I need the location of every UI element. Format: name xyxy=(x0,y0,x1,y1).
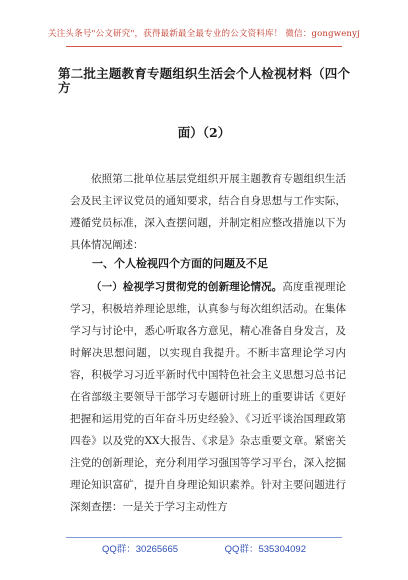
footer-qq-group-2: QQ群：535304092 xyxy=(224,544,307,555)
footer xyxy=(0,541,408,555)
section-heading: 一、个人检视四个方面的问题及不足 xyxy=(92,257,268,270)
header-note: 关注头条号"公文研究"，获得最新最全最专业的公文资料库！ 微信：gongwenyj xyxy=(48,29,360,39)
intro-paragraph: 依照第二批单位基层党组织开展主题教育专题组织生活会及民主评议党员的通知要求，结合自身思想与工作实际，遵循党员标准，深入查摆问题，并制定相应整改措施以下为具体情况阐述： xyxy=(70,173,346,251)
document-title-line-2: 面）（2） xyxy=(177,125,231,140)
paragraph-1 xyxy=(70,276,346,518)
footer-divider xyxy=(66,537,342,538)
paragraph-1-subheading: （一）检视学习贯彻党的创新理论情况。 xyxy=(91,281,283,293)
header-divider xyxy=(66,46,342,47)
footer-qq-group-1: QQ群：30265665 xyxy=(101,544,179,555)
document-title-line-1: 第二批主题教育专题组织生活会个人检视材料（四个方 xyxy=(58,66,350,95)
paragraph-1-text: 高度重视理论学习，积极培养理论思维，认真参与每次组织活动。在集体学习与讨论中，悉心听取各方意见，精心准备自身发言，及时解决思想问题，以实现自我提升。不断丰富理论学习内容，积极学习习近平新时代中国特色社会主义思想习总书记在省部级主要领导干部学习专题研讨班上的重要讲话《更好把握和运用党的百年奋斗历史经验》、《习近平谈治国理政第四卷》以及党的XX大报告、《求是》杂志重要文章。紧密关注党的创新理论，充分利用学习强国等学习平台，深入挖掘理论知识富矿，提升自身理论知识素养。针对主要问题进行深刻查摆：一是关于学习主动性方 xyxy=(70,281,347,513)
